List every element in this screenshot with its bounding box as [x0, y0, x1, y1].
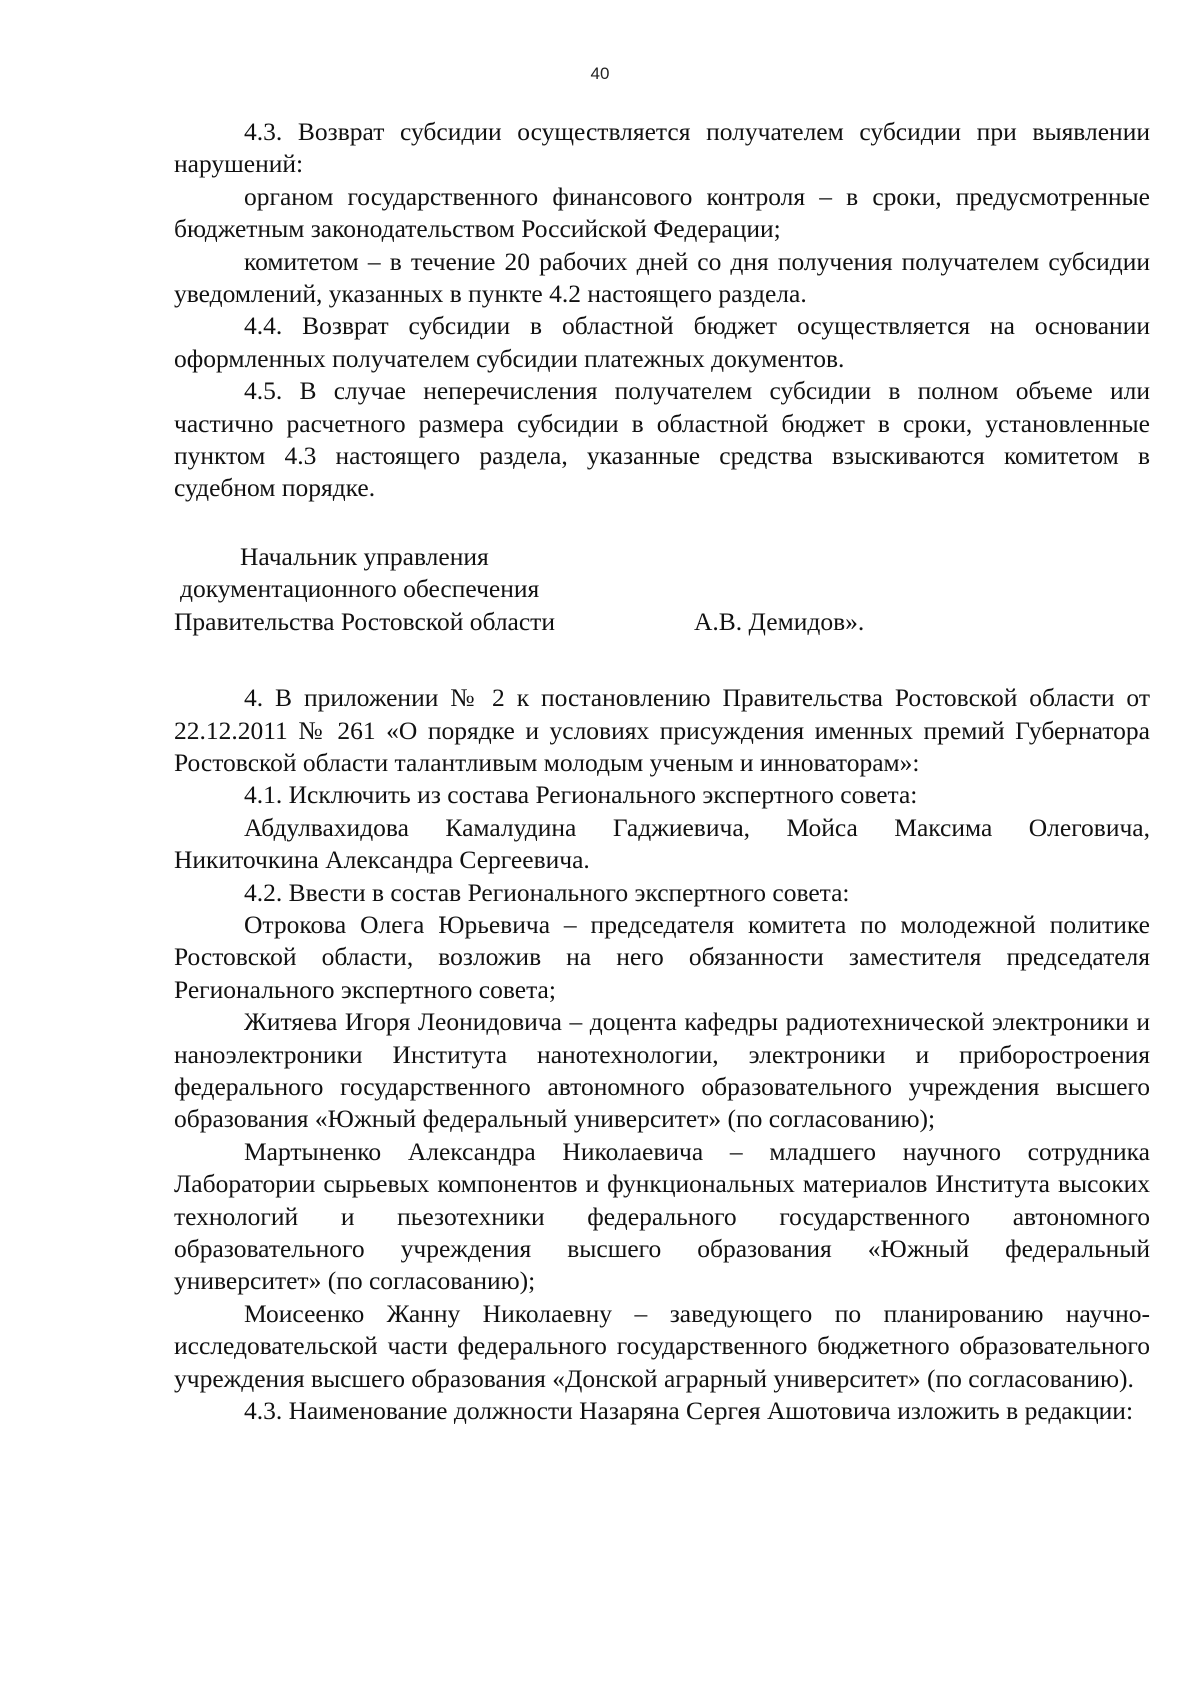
signature-title-text: Правительства Ростовской области [174, 606, 555, 636]
signature-title-line-1: Начальник управления [240, 541, 489, 571]
signatory-name: А.В. Демидов». [694, 606, 865, 636]
paragraph-committee: комитетом – в течение 20 рабочих дней со дня получения получателем субсидии уведомлений, указанных в пункте 4.2 настоящего раздела. [174, 246, 1150, 309]
paragraph-4-3-nazaryan: 4.3. Наименование должности Назаряна Сергея Ашотовича изложить в редакции: [244, 1396, 1134, 1426]
paragraph-4-1-exclude: 4.1. Исключить из состава Регионального экспертного совета: [244, 780, 918, 810]
paragraph-4-3-return: 4.3. Возврат субсидии осуществляется получателем субсидии при выявлении нарушений: [174, 117, 1150, 179]
document-body [174, 116, 1150, 1427]
paragraph-excluded-members: Абдулвахидова Камалудина Гаджиевича, Мойса Максима Олеговича, Никиточкина Александра Сергеевича. [174, 812, 1150, 875]
paragraph-member-moiseenko: Моисеенко Жанну Николаевну – заведующего по планированию научно-исследовательской части федерального государственного бюджетного образовательного учреждения высшего образования «Донской аграрный университет» (по согласованию). [174, 1298, 1150, 1393]
paragraph-financial-control: органом государственного финансового контроля – в сроки, предусмотренные бюджетным законодательством Российской Федерации; [174, 181, 1150, 244]
paragraph-4-5: 4.5. В случае неперечисления получателем субсидии в полном объеме или частично расчетного размера субсидии в областной бюджет в сроки, установленные пунктом 4.3 настоящего раздела, указанные средства взыскиваются комитетом в судебном порядке. [174, 376, 1150, 503]
paragraph-member-martynenko: Мартыненко Александра Николаевича – младшего научного сотрудника Лаборатории сырьевых компонентов и функциональных материалов Института высоких технологий и пьезотехники федерального государственного автономного образовательного учреждения высшего образования «Южный федеральный университет» (по согласованию); [174, 1136, 1150, 1296]
signature-block [174, 541, 1150, 638]
signature-title-line-3 [174, 606, 1150, 638]
signature-title-line-2: документационного обеспечения [180, 574, 540, 604]
paragraph-member-otrokov: Отрокова Олега Юрьевича – председателя комитета по молодежной политике Ростовской области, возложив на него обязанности заместителя председателя Регионального экспертного совета; [174, 909, 1150, 1004]
page-number: 40 [590, 64, 610, 83]
paragraph-4-4: 4.4. Возврат субсидии в областной бюджет осуществляется на основании оформленных получателем субсидии платежных документов. [174, 311, 1150, 373]
paragraph-member-zhityaev: Житяева Игоря Леонидовича – доцента кафедры радиотехнической электроники и наноэлектроники Института нанотехнологии, электроники и приборостроения федерального государственного автономного образовательного учреждения высшего образования «Южный федеральный университет» (по согласованию); [174, 1007, 1150, 1134]
paragraph-4-2-include: 4.2. Ввести в состав Регионального экспертного совета: [244, 877, 850, 907]
paragraph-4-appendix-2: 4. В приложении № 2 к постановлению Правительства Ростовской области от 22.12.2011 № 261 «О порядке и условиях присуждения именных премий Губернатора Ростовской области талантливым молодым ученым и инноваторам»: [174, 683, 1150, 777]
